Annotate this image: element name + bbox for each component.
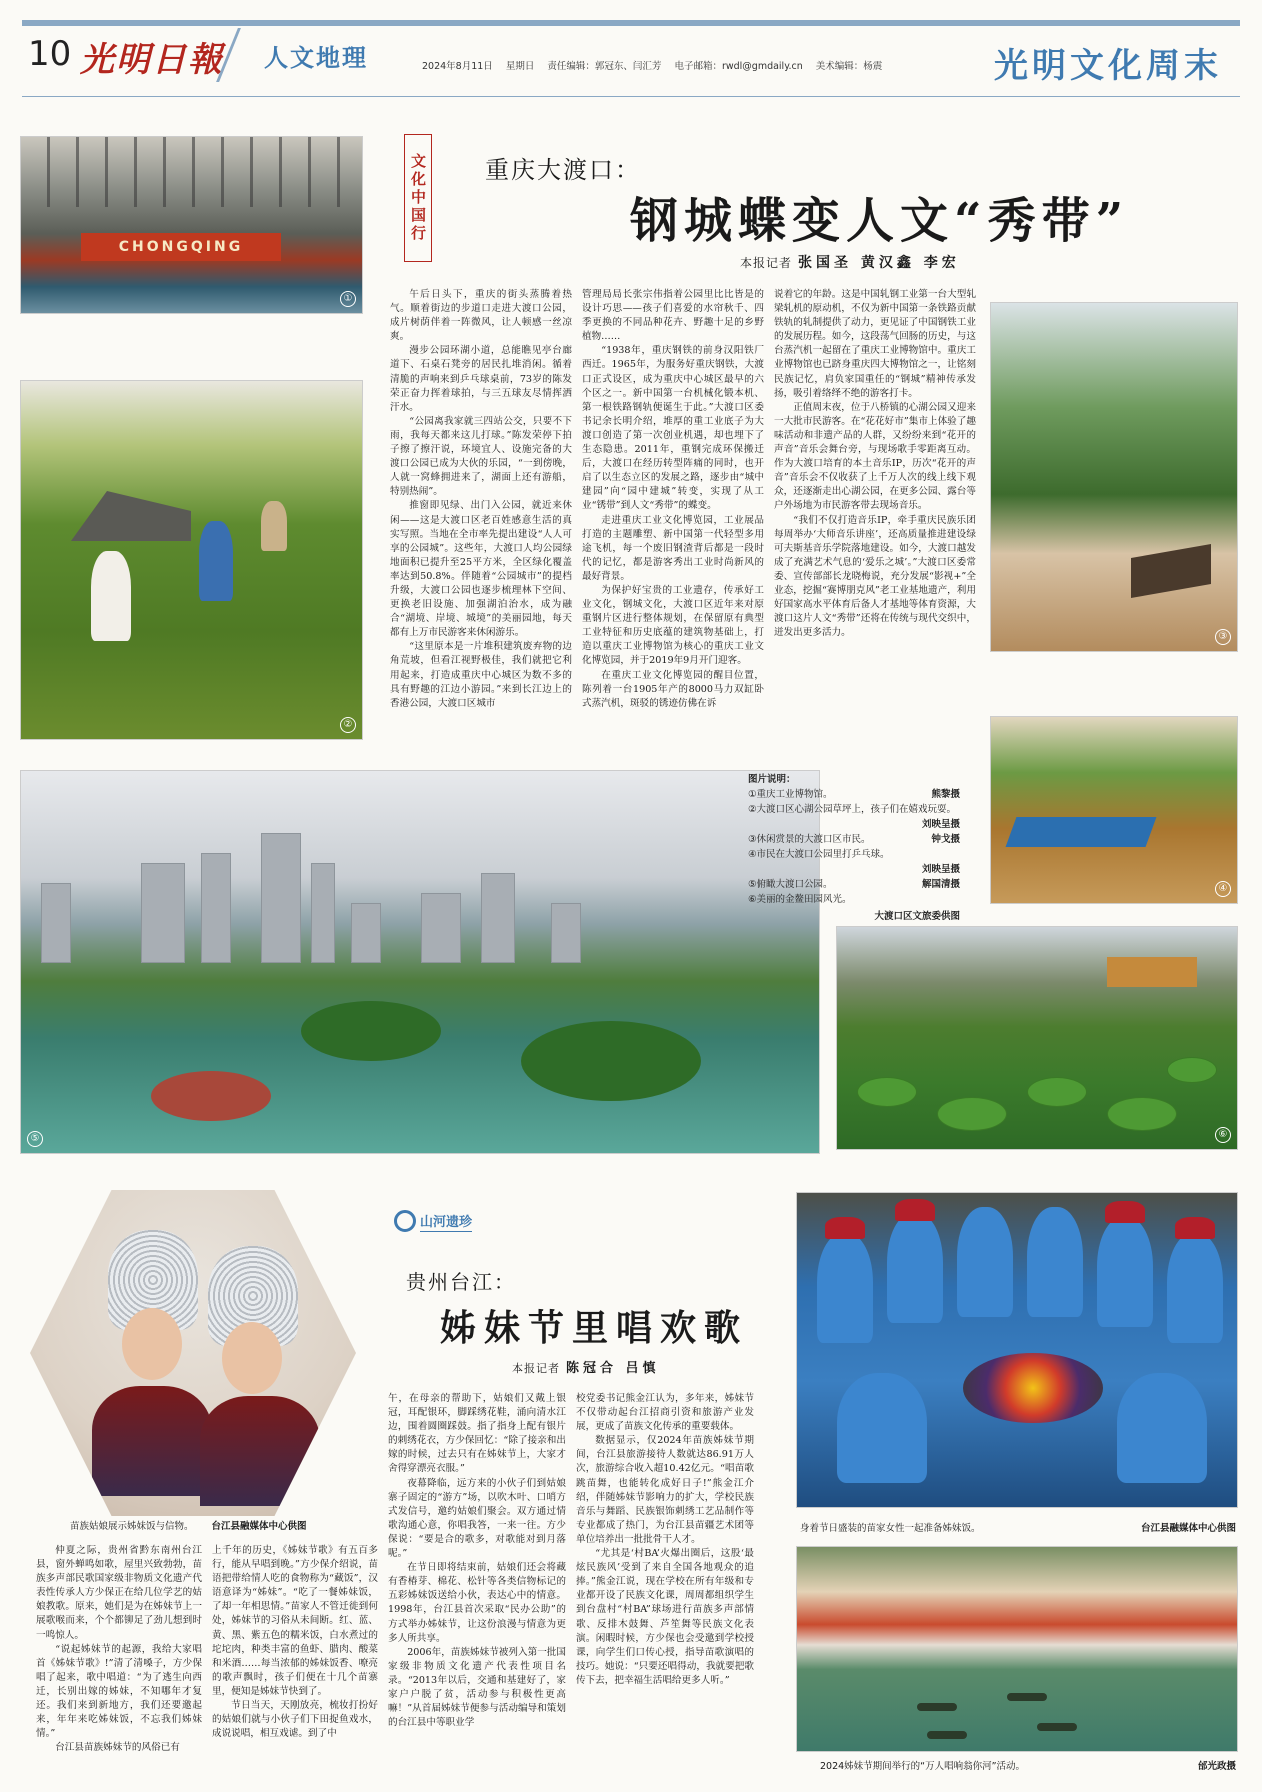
paragraph: 夜幕降临，远方来的小伙子们到姑娘寨子固定的“游方”场，以吹木叶、口哨方式发信号，邀约姑娘们聚会。双方通过情歌沟通心意，你唱我答，一来一往。方少保说：“要是合的歌多，对歌能对到月落呢。”: [388, 1477, 566, 1560]
person-figure: [1167, 1233, 1223, 1343]
person-figure: [887, 1213, 943, 1323]
caption-credit: 台江县融媒体中心供图: [1140, 1523, 1236, 1534]
caption-row: [748, 802, 960, 817]
museum-sign: CHONGQING: [81, 233, 281, 261]
paragraph: “公园离我家就三四站公交，只要不下雨，我每天都来这儿打球。”陈发荣停下拍子擦了擦汗说，环境宜人、设施完备的大渡口公园已成为大伙的乐园，“一到傍晚，人就一窝蜂拥进来了，湖面上还有游船，特别热闹”。: [390, 415, 572, 498]
caption-text: 苗族姑娘展示姊妹饭与信物。: [70, 1521, 194, 1532]
article2-byline: [512, 1357, 660, 1376]
boat: [1007, 1693, 1047, 1701]
article1-column-3: [774, 288, 976, 640]
face: [222, 1322, 282, 1394]
building: [551, 903, 581, 963]
photo-park-lawn: [20, 380, 363, 740]
adult-figure: [261, 501, 287, 551]
caption-credit: 刘映呈摄: [921, 819, 960, 830]
top-rule: [22, 20, 1240, 26]
caption-text: 2024姊妹节期间举行的“万人唱响翁你河”活动。: [820, 1761, 1026, 1772]
captions-title: 图片说明：: [748, 774, 796, 785]
article1-column-2: [582, 288, 764, 711]
article2-column-1: [36, 1544, 202, 1755]
paragraph: 走进重庆工业文化博览园，工业展品打造的主题雕塑、新中国第一代轻型多用途飞机，每一个废旧钢渣背后都是一段时代的记忆，都是游客秀出工业时尚新风的最好背景。: [582, 514, 764, 582]
person-figure: [957, 1207, 1013, 1317]
photo-number: ④: [1215, 881, 1231, 897]
art-editor: 美术编辑：杨震: [815, 61, 883, 72]
article2-column-3: [388, 1392, 566, 1730]
article1-column-1: [390, 288, 572, 711]
embroidered-robe: [200, 1396, 320, 1506]
caption-text: ⑤俯瞰大渡口公园。: [748, 879, 833, 890]
tent-shape: [71, 491, 191, 541]
photo-number: ③: [1215, 629, 1231, 645]
lotus-leaf: [1107, 1097, 1177, 1131]
paragraph: 午，在母亲的帮助下，姑娘们又戴上银冠，耳配银环，脚踩绣花鞋，涌向清水江边，围着圆圈踩鼓。指了指身上配有银片的刺绣花衣，方少保回忆：“除了接亲和出嫁的时候，过去只有在姊妹节上，大家才舍得穿漂亮衣服。”: [388, 1393, 566, 1475]
paragraph: 午后日头下，重庆的街头蒸腾着热气。顺着街边的步道口走进大渡口公园，成片树荫伴着一阵微风，让人顿感一丝凉爽。: [390, 289, 572, 343]
photo-caption-river-festival: [820, 1758, 1236, 1772]
photo-number: ⑤: [27, 1131, 43, 1147]
farmhouse: [1107, 957, 1197, 987]
editor-email: 电子邮箱：rwdl@gmdaily.cn: [674, 61, 803, 72]
child-figure: [91, 551, 131, 641]
photo-industrial-museum: [20, 136, 363, 314]
bench-shape: [1131, 544, 1211, 598]
red-headwrap: [825, 1217, 865, 1239]
article2-headline: 姊妹节里唱欢歌: [440, 1307, 749, 1349]
roof-trusses: [21, 137, 362, 207]
article2-kicker: 贵州台江：: [406, 1270, 516, 1294]
photo-number: ①: [340, 291, 356, 307]
column-brand-label: 山河遗珍: [420, 1211, 472, 1232]
red-headwrap: [1105, 1201, 1145, 1223]
issue-date: 2024年8月11日: [422, 61, 493, 72]
caption-row: [748, 877, 960, 892]
face: [122, 1308, 182, 1380]
paragraph: 漫步公园环湖小道，总能瞧见亭台廊道下、石桌石凳旁的居民扎堆消闲。循着清脆的声响来到乒乓球桌前，73岁的陈发荣正奋力挥着球拍，与三五球友尽情挥洒汗水。: [390, 345, 572, 413]
paragraph: 在重庆工业文化博览园的醒目位置，陈列着一台1905年产的8000马力双缸卧式蒸汽机，斑驳的锈迹仿佛在诉: [582, 669, 764, 709]
photo-lotus-field: [836, 926, 1238, 1150]
building: [311, 863, 335, 963]
lotus-leaf: [1167, 1057, 1217, 1083]
caption-text: ②大渡口区心湖公园草坪上，孩子们在嬉戏玩耍。: [748, 804, 957, 815]
paragraph: “尤其是‘村BA’火爆出圈后，这股‘最炫民族风’受到了来自全国各地观众的追捧。”熊金江说，现在学校在所有年级和专业都开设了民族文化课，周周都组织学生到台盘村“村BA”球场进行苗族多声部情歌、反排木鼓舞、芦笙舞等民族文化表演。闲暇时候，方少保也会受邀到学校授课，向学生们口传心授，指导苗歌演唱的技巧。她说：“只要还唱得动，我就要把歌传下去，把幸福生活唱给更多人听。”: [576, 1548, 754, 1686]
column-tag: 文化中国行: [404, 134, 432, 262]
lotus-leaf: [937, 1097, 1007, 1131]
red-headwrap: [895, 1199, 935, 1221]
photo-river-festival: [796, 1546, 1238, 1752]
boat: [1037, 1723, 1077, 1731]
caption-row: [748, 832, 960, 847]
photo-park-aerial: [20, 770, 820, 1154]
page-header: [22, 28, 1240, 100]
five-color-rice-tray: [963, 1353, 1103, 1423]
photo-number: ⑥: [1215, 1127, 1231, 1143]
caption-credit: 刘映呈摄: [921, 864, 960, 875]
island: [301, 1001, 441, 1061]
byline-label: 本报记者: [740, 256, 793, 270]
paragraph: 推窗即见绿、出门入公园，就近来休闲——这是大渡口区老百姓感意生活的真实写照。当地在全市率先提出建设“人人可享的公园城”。这些年，大渡口人均公园绿地面积已提升至25平方米，全区绿化覆盖率达到50.8%。伴随着“公园城市”的提档升级，大渡口公园也逐步梳理林下空间、更换老旧设施、加强湖泊治水，成为融合“湖境、岸境、城境”的美丽园地，每天都有上万市民游客来休闲游乐。: [390, 500, 572, 639]
paragraph: 为保护好宝贵的工业遗存，传承好工业文化，钢城文化，大渡口区近年来对原重钢片区进行整体规划，在保留原有典型工业特征和历史底蕴的建筑物基础上，打造以重庆工业博物馆为核心的重庆工业文化博览园，并于2019年9月开门迎客。: [582, 584, 764, 667]
paragraph: 仲夏之际，贵州省黔东南州台江县，窗外蝉鸣如歌，屋里兴致勃勃，苗族多声部民歌国家级非物质文化遗产代表性传承人方少保正在给几位学艺的姑娘教歌。原来，她们是为在姊妹节上一展歌喉而来，个个都铆足了劲儿想到时一鸣惊人。: [36, 1545, 202, 1641]
photo-bench-walkway: [990, 302, 1238, 652]
article1-headline: 钢城蝶变人文“秀带”: [630, 193, 1130, 249]
pavilion-roof: [151, 1071, 271, 1121]
person-figure: [1097, 1217, 1153, 1327]
photo-captions: [748, 772, 960, 924]
island: [521, 1021, 701, 1101]
section-title: 人文地理: [264, 44, 368, 72]
building: [351, 903, 381, 963]
caption-text: ①重庆工业博物馆。: [748, 789, 833, 800]
building: [421, 893, 461, 963]
boat: [917, 1703, 957, 1711]
issue-weekday: 星期日: [505, 61, 535, 72]
photo-caption-miao-girls: [70, 1518, 307, 1532]
caption-row: [748, 847, 960, 862]
paragraph: “说起姊妹节的起源，我给大家唱首《姊妹节歌》!”清了清嗓子，方少保唱了起来，歌中唱道：“为了逃生向西迁，长别出嫁的姊妹，不知哪年才复还。我们来到新地方，我们还要邀起来，年年来吃姊妹饭，不忘我们姊妹情。”: [36, 1643, 202, 1740]
guangming-logo-icon: [394, 1210, 416, 1232]
person-figure: [1117, 1373, 1207, 1483]
building: [201, 853, 231, 963]
header-meta: [422, 58, 892, 72]
paragraph: 节日当天，天刚放亮，梳妆打扮好的姑娘们就与小伙子们下田捉鱼戏水，成说说唱，相互戏谑。到了中: [212, 1700, 378, 1740]
paragraph: 2006年，苗族姊妹节被列入第一批国家级非物质文化遗产代表性项目名录。“2013年以后，交通和基建好了，家家户户脱了贫，活动参与积极性更高嘛！”从首届姊妹节便参与活动编导和策划的台江县中等职业学: [388, 1646, 566, 1729]
caption-row: [748, 787, 960, 802]
paragraph: 校党委书记熊金江认为，多年来，姊妹节不仅带动起台江招商引资和旅游产业发展，更成了苗族文化传承的重要载体。: [576, 1393, 754, 1433]
caption-row: [748, 817, 960, 832]
column-brand: [394, 1210, 472, 1232]
article1-kicker: 重庆大渡口：: [485, 156, 641, 184]
photo-caption-sisters-meal: [800, 1520, 1236, 1534]
page-number: 10: [28, 34, 72, 74]
building: [41, 883, 71, 963]
caption-credit: 解国清摄: [921, 879, 960, 890]
photo-number: ②: [340, 717, 356, 733]
person-figure: [837, 1373, 927, 1483]
caption-credit: 台江县融媒体中心供图: [211, 1521, 307, 1532]
byline-names: 张国圣 黄汉鑫 李宏: [798, 255, 960, 271]
paragraph: 说着它的年龄。这是中国轧钢工业第一台大型轧梁轧机的原动机，不仅为新中国第一条铁路贡献铁轨的轧制提供了动力，更见证了中国钢铁工业的发展历程。如今，这段荡气回肠的历史，与这台蒸汽机一起留在了重庆工业博物馆中。重庆工业博物馆也已跻身重庆四大博物馆之一，让铭刻民族记忆，肩负家国重任的“钢城”精神传承发扬，吸引着络绎不绝的游客打卡。: [774, 289, 976, 399]
ping-pong-table: [1006, 817, 1157, 847]
article1-byline: [740, 252, 960, 272]
caption-text: ③休闲赏景的大渡口区市民。: [748, 834, 871, 845]
article2-column-2: [212, 1544, 378, 1741]
caption-credit: 熊黎摄: [931, 789, 960, 800]
paragraph: “1938年，重庆钢铁的前身汉阳铁厂西迁。1965年，为服务好重庆钢铁，大渡口正式设区，成为重庆中心城区最早的六个区之一。新中国第一台机械化锻本机、第一根铁路钢轨便诞生于此。”大渡口区委书记余长明介绍，堆厚的重工业底子为大渡口创造了第一次创业机遇，却也埋下了生态隐患。2011年，重钢完成环保搬迁后，大渡口在经历转型阵痛的同时，也开启了以生态立区的发展之路，逐步由“城中建园”向“园中建城”转变，实现了从工业“锈带”到人文“秀带”的蝶变。: [582, 345, 764, 512]
paragraph: 管理局局长张宗伟指着公园里比比皆是的设计巧思——孩子们喜爱的水帘秋千、四季更换的不同品种花卉、野趣十足的乡野植物……: [582, 289, 764, 343]
child-figure: [199, 521, 233, 601]
caption-row: [748, 892, 960, 907]
caption-text: 身着节日盛装的苗家女性一起准备姊妹饭。: [800, 1523, 981, 1534]
building: [141, 863, 185, 963]
byline-label: 本报记者: [512, 1362, 560, 1375]
paragraph: 在节日即将结束前，姑娘们还会将藏有香椿芽、棉花、松针等各类信物标记的五彩姊妹饭送给小伙，表达心中的情意。1998年，台江县首次采取“民办公助”的方式举办姊妹节，让这份浪漫与情意为更多人所共享。: [388, 1562, 566, 1644]
person-figure: [1027, 1207, 1083, 1317]
lotus-leaf: [857, 1077, 917, 1107]
caption-credit: 邰光政摄: [1197, 1761, 1236, 1772]
building: [481, 873, 515, 963]
red-headwrap: [1175, 1217, 1215, 1239]
paragraph: 数据显示，仅2024年苗族姊妹节期间，台江县旅游接待人数就达86.91万人次，旅游综合收入超10.42亿元。“唱苗歌跳苗舞，也能转化成好日子!”熊金江介绍，伴随姊妹节影响力的扩大，学校民族音乐与舞蹈、民族银饰刺绣工艺品制作等专业都成了热门，为台江县苗疆艺术团等单位培养出一批批骨干人才。: [576, 1435, 754, 1545]
masthead-logo: 光明日報: [80, 40, 224, 80]
building: [261, 833, 301, 963]
caption-row: [748, 862, 960, 877]
lotus-leaf: [1027, 1077, 1087, 1107]
weekly-supplement-title: 光明文化周末: [994, 46, 1222, 86]
header-rule: [22, 96, 1240, 97]
photo-sisters-meal: [796, 1192, 1238, 1508]
embroidered-robe: [92, 1386, 212, 1496]
caption-text: ⑥美丽的金鳌田园风光。: [748, 894, 852, 905]
paragraph: 正值周末夜，位于八桥镇的心湖公园又迎来一大批市民游客。在“花花好市”集市上体验了趣味活动和非遗产品的人群，又纷纷来到“花开的声音”音乐会舞台旁，与现场歌手零距离互动。作为大渡口培育的本土音乐IP，历次“花开的声音”音乐会不仅收获了上千万人次的线上线下观众，还逐渐走出心湖公园，在更多公园、露台等户外场地为市民游客带去现场音乐。: [774, 401, 976, 512]
article2-column-4: [576, 1392, 754, 1688]
caption-final-credit: 大渡口区文旅委供图: [874, 911, 960, 922]
paragraph: 上千年的历史，《姊妹节歌》有五百多行，能从早唱到晚。”方少保介绍说，苗语把带给情人吃的食物称为“藏饭”，汉语意译为“姊妹”。“吃了一餐姊妹饭，了却一年相思情。”苗家人不管迁徙到何处，姊妹节的习俗从未间断。红、蓝、黄、黑、紫五色的糯米饭，白水煮过的坨坨肉，种类丰富的鱼虾、腊肉、酸菜和米酒……每当浓郁的姊妹饭香、嘹亮的歌声飘时，孩子们便在十几个苗寨里，便知是姊妹节快到了。: [212, 1545, 378, 1697]
byline-names: 陈冠合 吕慎: [566, 1361, 660, 1376]
paragraph: “我们不仅打造音乐IP，牵手重庆民族乐团每周举办‘大师音乐讲座’，还高质量推进建设绿可夫斯基音乐学院落地建设。如今，大渡口越发成了充满艺术气息的‘爱乐之城’。”大渡口区委常委、宣传部部长龙晓梅说，充分发展“影视+”全业态，挖掘“赛博朋克风”老工业基地遗产，利用好国家高水平体育后备人才基地等体育资源，大渡口这片人文“秀带”还将在传统与现代交织中，迸发出更多活力。: [774, 514, 976, 639]
paragraph: 台江县苗族姊妹节的风俗已有: [55, 1742, 180, 1754]
paragraph: “这里原本是一片堆积建筑废弃物的边角荒坡，但看江视野极佳，我们就把它利用起来，打造成重庆中心城区为数不多的具有野趣的江边小游园。”来到长江边上的香港公园，大渡口区城市: [390, 641, 572, 709]
caption-text: ④市民在大渡口公园里打乒乓球。: [748, 849, 890, 860]
person-figure: [817, 1233, 873, 1343]
photo-miao-girls: [30, 1190, 356, 1516]
photo-ping-pong: [990, 716, 1238, 904]
boat: [927, 1731, 967, 1739]
editors: 责任编辑：郭冠东、闫汇芳: [547, 61, 662, 72]
caption-credit: 钟戈摄: [931, 834, 960, 845]
